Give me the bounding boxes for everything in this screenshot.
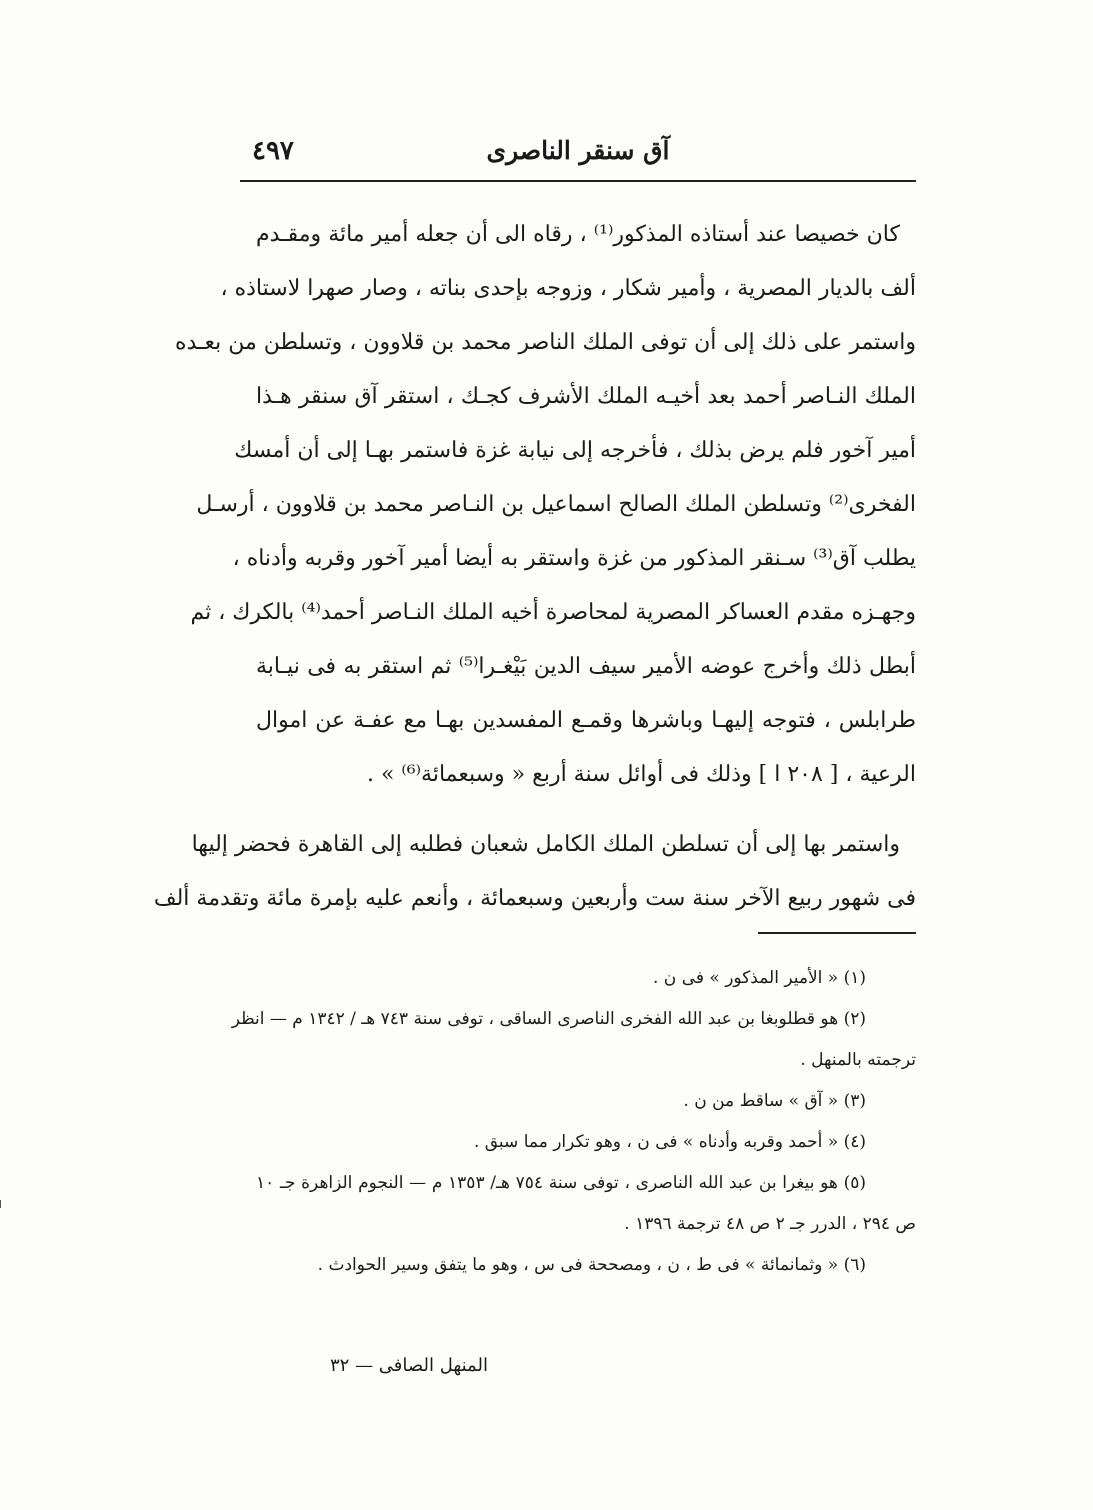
scan-edge-mark: [0, 1200, 5, 1208]
footnote-continuation: ترجمته بالمنهل .: [800, 1050, 916, 1070]
page-header: [240, 132, 916, 178]
text-line: كان خصيصا عند أستاذه المذكور⁽¹⁾ ، رقاه الى أن جعله أمير مائة ومقـدم: [256, 222, 900, 247]
running-title: آق سنقر الناصرى: [486, 136, 670, 165]
text-line: وجهـزه مقدم العساكر المصرية لمحاصرة أخيه الملك النـاصر أحمد⁽⁴⁾ بالكرك ، ثم: [190, 600, 916, 625]
text-line: يطلب آق⁽³⁾ سـنقر المذكور من غزة واستقر به أيضا أمير آخور وقربه وأدناه ،: [232, 546, 916, 571]
footnote: (١) « الأمير المذكور » فى ن .: [653, 968, 866, 988]
header-rule: [240, 180, 916, 182]
text-line: الفخرى⁽²⁾ وتسلطن الملك الصالح اسماعيل بن النـاصر محمد بن قلاوون ، أرسـل: [196, 492, 916, 517]
footnote: (٤) « أحمد وقربه وأدناه » فى ن ، وهو تكرار مما سبق .: [473, 1132, 866, 1152]
paragraph-2: [153, 818, 916, 926]
text-line: أبطل ذلك وأخرج عوضه الأمير سيف الدين بَيْغـرا⁽⁵⁾ ثم استقر به فى نيـابة: [256, 654, 917, 679]
text-line: الرعية ، [ ٢٠٨ ا ] وذلك فى أوائل سنة أربع « وسبعمائة⁽⁶⁾ » .: [366, 762, 916, 787]
text-line: ألف بالديار المصرية ، وأمير شكار ، وزوجه بإحدى بناته ، وصار صهرا لاستاذه ،: [220, 276, 916, 301]
page-signature: المنهل الصافى — ٣٢: [330, 1355, 488, 1376]
text-line: الملك النـاصر أحمد بعد أخيـه الملك الأشرف كجـك ، استقر آق سنقر هـذا: [256, 384, 916, 409]
text-line: فى شهور ربيع الآخر سنة ست وأربعين وسبعمائة ، وأنعم عليه بإمرة مائة وتقدمة ألف: [153, 886, 916, 911]
footnote-rule: [758, 932, 916, 934]
footnotes: [231, 958, 916, 1286]
footnote: (٥) هو بيغرا بن عبد الله الناصرى ، توفى سنة ٧٥٤ هـ/ ١٣٥٣ م — النجوم الزاهرة جـ ١٠: [256, 1173, 867, 1193]
text-line: أمير آخور فلم يرض بذلك ، فأخرجه إلى نيابة غزة فاستمر بهـا إلى أن أمسك: [234, 438, 916, 463]
page-number: ٤٩٧: [252, 136, 294, 166]
main-text: [153, 208, 917, 926]
footnote: (٣) « آق » ساقط من ن .: [683, 1091, 866, 1111]
footnote: (٢) هو قطلوبغا بن عبد الله الفخرى الناصرى الساقى ، توفى سنة ٧٤٣ هـ / ١٣٤٢ م — انظر: [231, 1009, 866, 1029]
text-line: واستمر على ذلك إلى أن توفى الملك الناصر محمد بن قلاوون ، وتسلطن من بعـده: [175, 330, 916, 355]
footnote-continuation: ص ٢٩٤ ، الدرر جـ ٢ ص ٤٨ ترجمة ١٣٩٦ .: [624, 1214, 916, 1234]
text-line: طرابلس ، فتوجه إليهـا وباشرها وقمـع المفسدين بهـا مع عفـة عن اموال: [256, 708, 916, 733]
footnote: (٦) « وثمانمائة » فى ط ، ن ، ومصححة فى س ، وهو ما يتفق وسير الحوادث .: [317, 1255, 866, 1275]
text-line: واستمر بها إلى أن تسلطن الملك الكامل شعبان فطلبه إلى القاهرة فحضر إليها: [191, 832, 900, 857]
